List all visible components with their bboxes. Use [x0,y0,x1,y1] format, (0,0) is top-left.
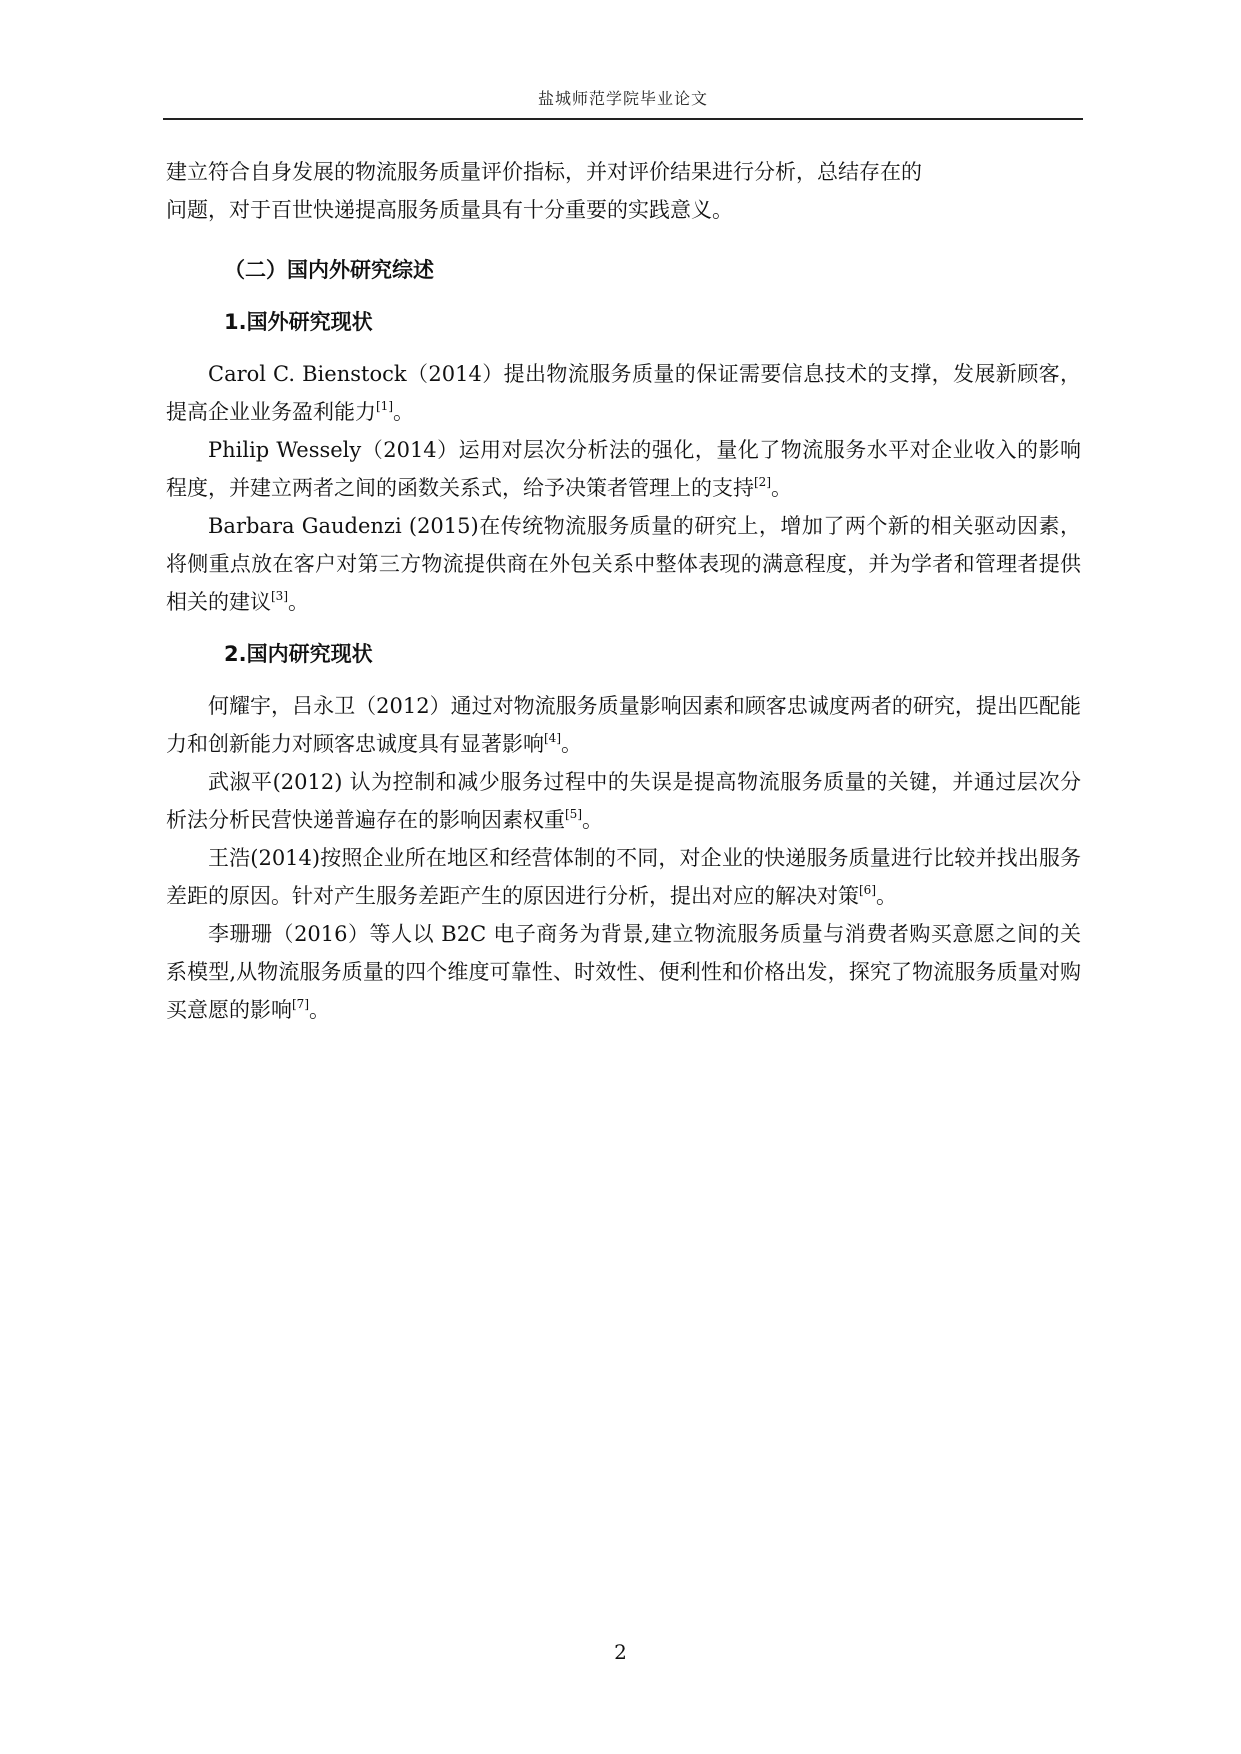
intro-line-1: 建立符合自身发展的物流服务质量评价指标，并对评价结果进行分析，总结存在的 [166,160,922,184]
paragraph-text: 何耀宇，吕永卫（2012）通过对物流服务质量影响因素和顾客忠诚度两者的研究，提出匹配能力和创新能力对顾客忠诚度具有显著影响 [166,694,1081,756]
paragraph-text: Barbara Gaudenzi (2015)在传统物流服务质量的研究上，增加了两个新的相关驱动因素，将侧重点放在客户对第三方物流提供商在外包关系中整体表现的满意程度，并为学者和管理者提供相关的建议 [166,514,1081,614]
intro-line-2: 问题，对于百世快递提高服务质量具有十分重要的实践意义。 [166,198,733,222]
citation-marker: [4] [544,731,561,745]
running-header: 盐城师范学院毕业论文 [163,86,1083,120]
paragraph-gaudenzi [166,507,1081,621]
citation-marker: [1] [376,399,393,413]
subsection-heading-foreign: 1.国外研究现状 [224,310,373,334]
paragraph-wu-shuping [166,763,1081,839]
citation-marker: [6] [859,883,876,897]
paragraph-end: 。 [582,808,603,832]
paragraph-end: 。 [771,476,792,500]
citation-marker: [7] [292,997,309,1011]
paragraph-wessely [166,431,1081,507]
paragraph-he-yaoyu [166,687,1081,763]
citation-marker: [5] [565,807,582,821]
citation-marker: [2] [754,475,771,489]
subsection-heading-domestic: 2.国内研究现状 [224,642,373,666]
paragraph-end: 。 [309,998,330,1022]
document-body [166,153,1081,1029]
paragraph-text: 武淑平(2012) 认为控制和减少服务过程中的失误是提高物流服务质量的关键，并通过层次分析法分析民营快递普遍存在的影响因素权重 [166,770,1081,832]
paragraph-text: 王浩(2014)按照企业所在地区和经营体制的不同，对企业的快递服务质量进行比较并找出服务差距的原因。针对产生服务差距产生的原因进行分析，提出对应的解决对策 [166,846,1081,908]
paragraph-end: 。 [393,400,414,424]
paragraph-end: 。 [561,732,582,756]
citation-marker: [3] [271,589,288,603]
paragraph-text: Philip Wessely（2014）运用对层次分析法的强化，量化了物流服务水平对企业收入的影响程度，并建立两者之间的函数关系式，给予决策者管理上的支持 [166,438,1081,500]
paragraph-bienstock [166,355,1081,431]
intro-paragraph [166,153,1081,229]
paragraph-text: 李珊珊（2016）等人以 B2C 电子商务为背景,建立物流服务质量与消费者购买意愿之间的关系模型,从物流服务质量的四个维度可靠性、时效性、便利性和价格出发，探究了物流服务质量对购买意愿的影响 [166,922,1081,1022]
section-heading: （二）国内外研究综述 [224,258,434,282]
paragraph-text: Carol C. Bienstock（2014）提出物流服务质量的保证需要信息技术的支撑，发展新顾客，提高企业业务盈利能力 [166,362,1081,424]
page-number: 2 [614,1640,627,1664]
paragraph-li-shanshan [166,915,1081,1029]
paragraph-end: 。 [876,884,897,908]
paragraph-wang-hao [166,839,1081,915]
paragraph-end: 。 [288,590,309,614]
